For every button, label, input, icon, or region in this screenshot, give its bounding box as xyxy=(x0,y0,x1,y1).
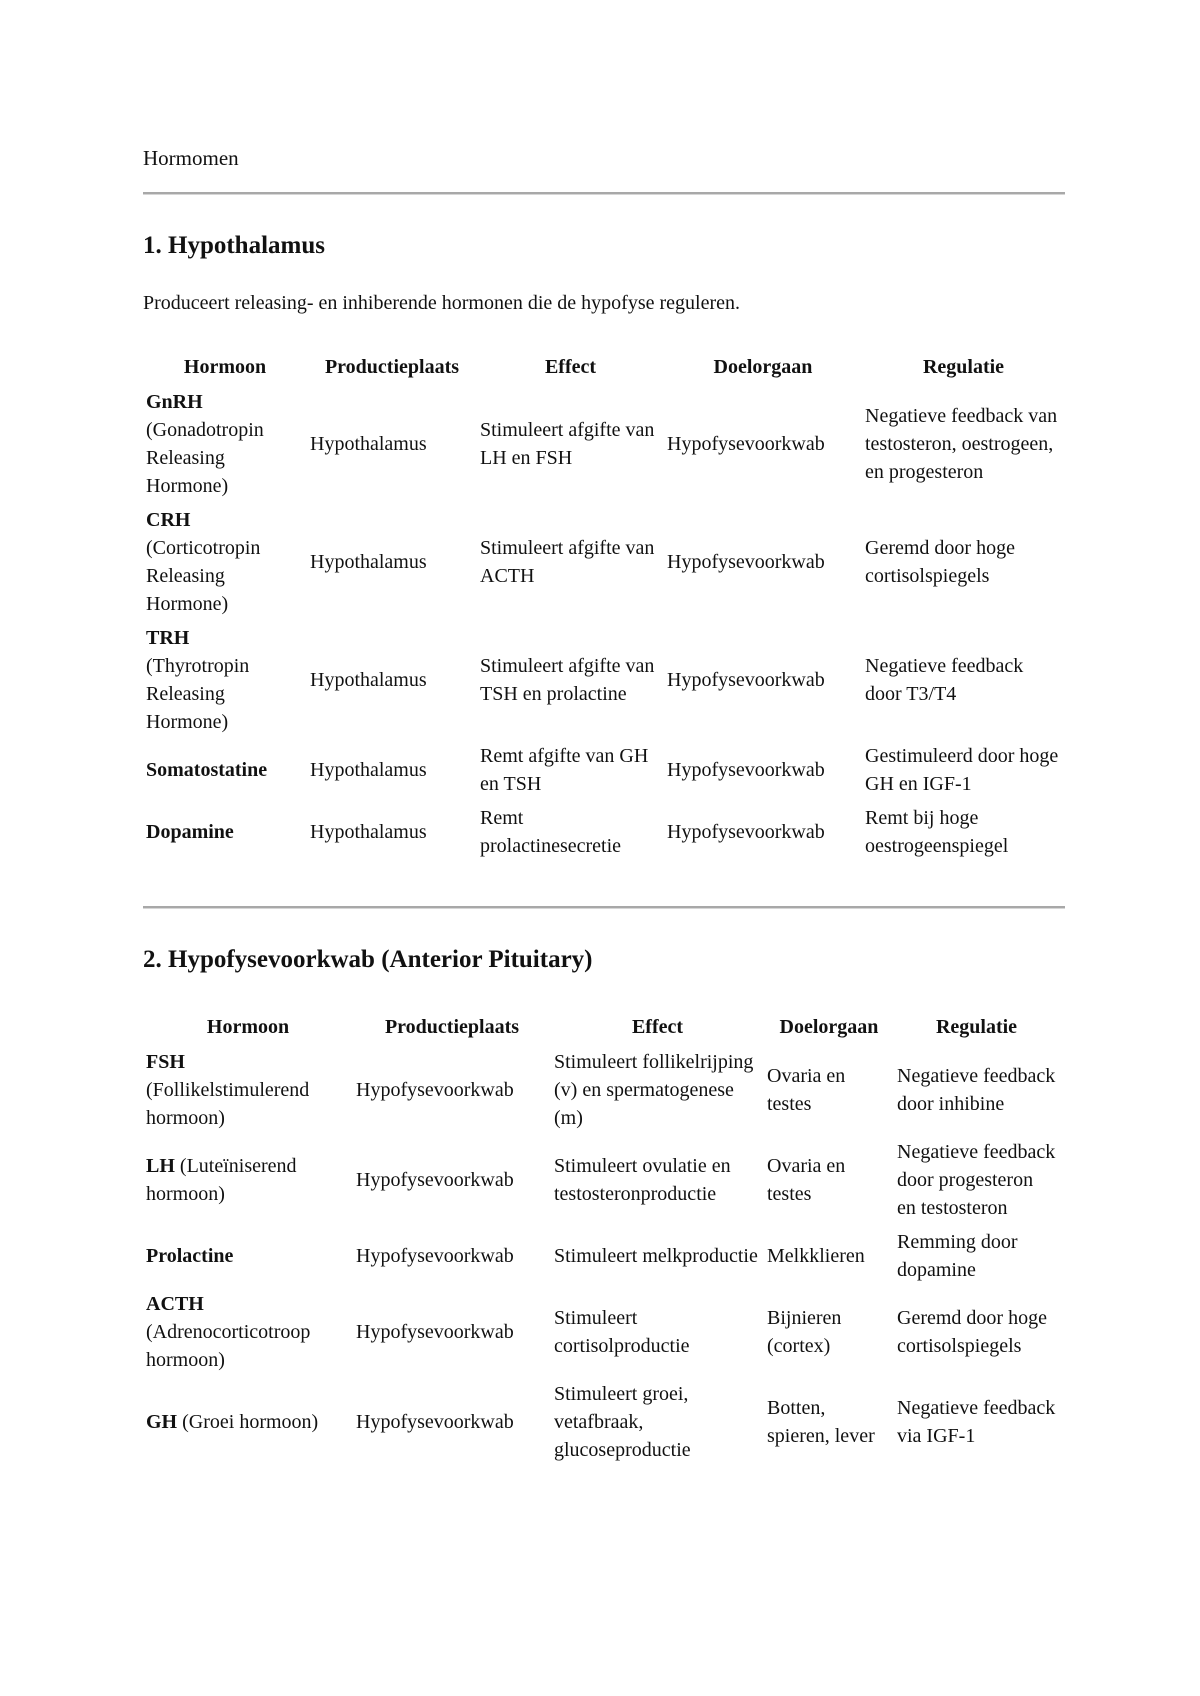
table-row xyxy=(143,621,1065,739)
target-cell: Ovaria en testes xyxy=(767,1155,846,1205)
hormone-name: GH xyxy=(146,1411,178,1433)
hormone-cell xyxy=(143,801,307,863)
table-row xyxy=(143,1045,1059,1135)
column-header-doelorgaan: Doelorgaan xyxy=(779,1016,879,1038)
hormone-name: Dopamine xyxy=(146,821,234,843)
column-header-regulatie: Regulatie xyxy=(922,356,1005,378)
regulation-cell: Gestimuleerd door hoge GH en IGF-1 xyxy=(865,745,1059,795)
target-cell: Hypofysevoorkwab xyxy=(667,821,825,843)
hormone-detail: (Thyrotropin Releasing Hormone) xyxy=(146,655,250,733)
hormone-name: FSH xyxy=(146,1051,185,1073)
effect-cell: Stimuleert follikelrijping (v) en spermatogenese (m) xyxy=(554,1051,754,1129)
regulation-cell: Negatieve feedback van testosteron, oestrogeen, en progesteron xyxy=(865,405,1058,483)
hormone-cell xyxy=(143,1045,353,1135)
column-header-effect: Effect xyxy=(631,1016,684,1038)
target-cell: Hypofysevoorkwab xyxy=(667,669,825,691)
hormone-cell xyxy=(143,621,307,739)
target-cell: Melkklieren xyxy=(767,1245,865,1267)
hormone-cell xyxy=(143,503,307,621)
column-header-hormoon: Hormoon xyxy=(206,1016,290,1038)
hormone-cell xyxy=(143,739,307,801)
hormone-cell xyxy=(143,1287,353,1377)
regulation-cell: Geremd door hoge cortisolspiegels xyxy=(897,1307,1047,1357)
target-cell: Hypofysevoorkwab xyxy=(667,759,825,781)
effect-cell: Remt prolactinesecretie xyxy=(480,807,622,857)
column-header-productieplaats: Productieplaats xyxy=(384,1016,520,1038)
table-header-row xyxy=(143,350,1065,385)
place-cell: Hypofysevoorkwab xyxy=(356,1245,514,1267)
hormone-detail: (Luteïniserend hormoon) xyxy=(146,1155,297,1205)
target-cell: Hypofysevoorkwab xyxy=(667,433,825,455)
regulation-cell: Negatieve feedback door T3/T4 xyxy=(865,655,1024,705)
regulation-cell: Negatieve feedback via IGF-1 xyxy=(897,1397,1056,1447)
column-header-doelorgaan: Doelorgaan xyxy=(713,356,813,378)
regulation-cell: Negatieve feedback door inhibine xyxy=(897,1065,1056,1115)
hormone-name: CRH xyxy=(146,509,191,531)
place-cell: Hypothalamus xyxy=(310,551,427,573)
hormone-name: TRH xyxy=(146,627,190,649)
column-header-effect: Effect xyxy=(544,356,597,378)
regulation-cell: Remming door dopamine xyxy=(897,1231,1018,1281)
hormone-name: ACTH xyxy=(146,1293,204,1315)
table-row xyxy=(143,503,1065,621)
target-cell: Bijnieren (cortex) xyxy=(767,1307,842,1357)
hormone-detail: (Adrenocorticotroop hormoon) xyxy=(146,1321,311,1371)
place-cell: Hypothalamus xyxy=(310,759,427,781)
hormone-name: GnRH xyxy=(146,391,203,413)
place-cell: Hypofysevoorkwab xyxy=(356,1321,514,1343)
column-header-hormoon: Hormoon xyxy=(183,356,267,378)
section-intro: Produceert releasing- en inhiberende hormonen die de hypofyse reguleren. xyxy=(143,292,740,314)
column-header-regulatie: Regulatie xyxy=(935,1016,1018,1038)
divider xyxy=(143,906,1065,909)
hormone-cell xyxy=(143,1377,353,1467)
regulation-cell: Geremd door hoge cortisolspiegels xyxy=(865,537,1015,587)
table-row xyxy=(143,801,1065,863)
hormone-cell xyxy=(143,1135,353,1225)
target-cell: Hypofysevoorkwab xyxy=(667,551,825,573)
place-cell: Hypothalamus xyxy=(310,433,427,455)
hormone-name: Somatostatine xyxy=(146,759,268,781)
effect-cell: Stimuleert ovulatie en testosteronproductie xyxy=(554,1155,731,1205)
hormone-name: Prolactine xyxy=(146,1245,234,1267)
hormone-cell xyxy=(143,1225,353,1287)
document-title: Hormomen xyxy=(143,146,239,170)
effect-cell: Stimuleert groei, vetafbraak, glucoseproductie xyxy=(554,1383,691,1461)
hypothalamus-table xyxy=(143,350,1065,863)
table-row xyxy=(143,1287,1059,1377)
target-cell: Ovaria en testes xyxy=(767,1065,846,1115)
effect-cell: Stimuleert afgifte van LH en FSH xyxy=(480,419,655,469)
effect-cell: Remt afgifte van GH en TSH xyxy=(480,745,649,795)
place-cell: Hypofysevoorkwab xyxy=(356,1411,514,1433)
hormone-detail: (Groei hormoon) xyxy=(182,1411,319,1433)
table-row xyxy=(143,1225,1059,1287)
effect-cell: Stimuleert melkproductie xyxy=(554,1245,758,1267)
table-header-row xyxy=(143,1010,1059,1045)
table-row xyxy=(143,1135,1059,1225)
place-cell: Hypofysevoorkwab xyxy=(356,1169,514,1191)
hormone-detail: (Gonadotropin Releasing Hormone) xyxy=(146,419,264,497)
target-cell: Botten, spieren, lever xyxy=(767,1397,875,1447)
place-cell: Hypothalamus xyxy=(310,821,427,843)
table-row xyxy=(143,1377,1059,1467)
hormone-cell xyxy=(143,385,307,503)
hormone-name: LH xyxy=(146,1155,175,1177)
column-header-productieplaats: Productieplaats xyxy=(324,356,460,378)
anterior-pituitary-table xyxy=(143,1010,1059,1467)
effect-cell: Stimuleert afgifte van ACTH xyxy=(480,537,655,587)
table-row xyxy=(143,385,1065,503)
place-cell: Hypothalamus xyxy=(310,669,427,691)
section-heading-anterior-pituitary: 2. Hypofysevoorkwab (Anterior Pituitary) xyxy=(143,946,593,973)
divider xyxy=(143,192,1065,195)
effect-cell: Stimuleert cortisolproductie xyxy=(554,1307,690,1357)
regulation-cell: Remt bij hoge oestrogeenspiegel xyxy=(865,807,1009,857)
effect-cell: Stimuleert afgifte van TSH en prolactine xyxy=(480,655,655,705)
place-cell: Hypofysevoorkwab xyxy=(356,1079,514,1101)
regulation-cell: Negatieve feedback door progesteron en testosteron xyxy=(897,1141,1056,1219)
table-row xyxy=(143,739,1065,801)
hormone-detail: (Follikelstimulerend hormoon) xyxy=(146,1079,310,1129)
section-heading-hypothalamus: 1. Hypothalamus xyxy=(143,232,325,259)
hormone-detail: (Corticotropin Releasing Hormone) xyxy=(146,537,261,615)
